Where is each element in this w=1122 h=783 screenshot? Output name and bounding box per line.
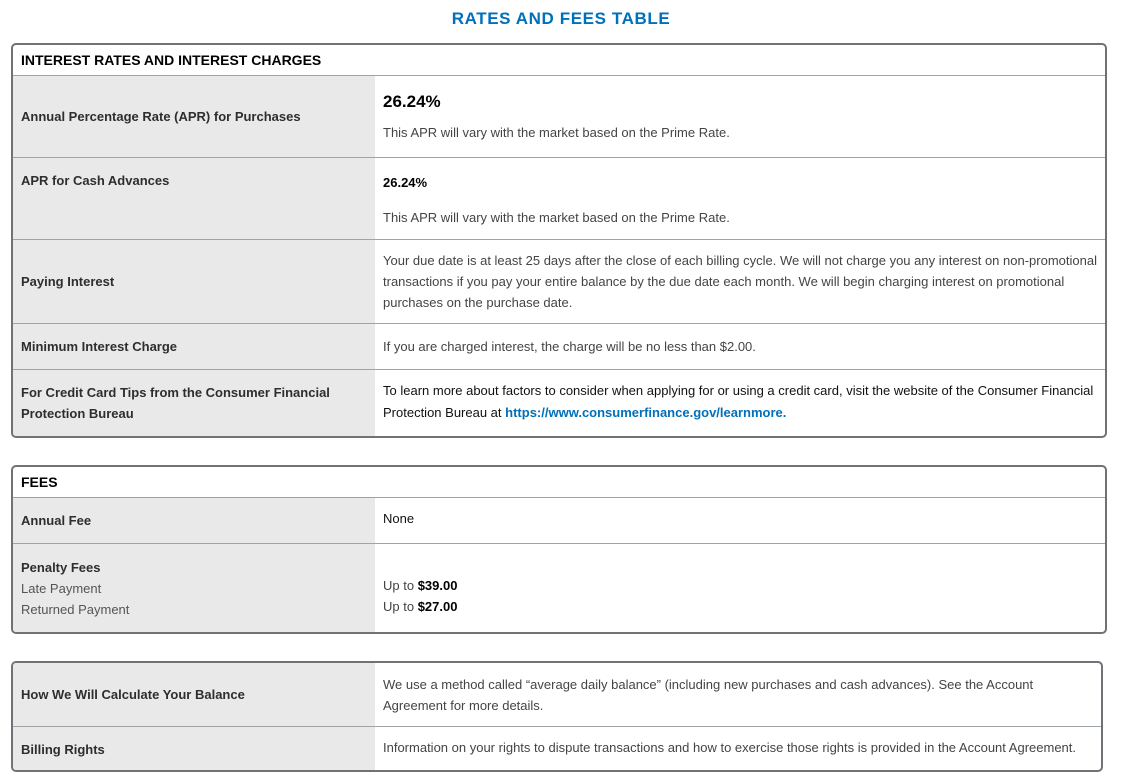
billing-rights-label: Billing Rights	[13, 727, 375, 771]
penalty-fees-label: Penalty Fees	[21, 559, 101, 575]
cfpb-link[interactable]: https://www.consumerfinance.gov/learnmore.	[505, 405, 787, 420]
interest-section-heading: INTEREST RATES AND INTEREST CHARGES	[13, 45, 1105, 76]
cfpb-tips-label: For Credit Card Tips from the Consumer Financial Protection Bureau	[13, 370, 375, 436]
late-payment-fee	[383, 575, 1097, 596]
fees-table	[11, 465, 1107, 634]
penalty-fees-label-cell	[13, 544, 375, 632]
table-row	[13, 498, 1105, 544]
balance-calculation-label: How We Will Calculate Your Balance	[13, 663, 375, 726]
table-row	[13, 76, 1105, 158]
cash-apr-value: 26.24%	[383, 175, 428, 190]
balance-calculation-text: We use a method called “average daily balance” (including new purchases and cash advances). See the Account Agreement for more details.	[383, 677, 1034, 713]
cash-apr-note: This APR will vary with the market based on the Prime Rate.	[383, 210, 730, 225]
table-row	[13, 544, 1105, 632]
late-fee-amount: $39.00	[417, 578, 458, 593]
annual-fee-value: None	[383, 511, 415, 526]
minimum-interest-label: Minimum Interest Charge	[13, 324, 375, 369]
table-row	[13, 663, 1101, 727]
interest-rates-table	[11, 43, 1107, 438]
cash-apr-cell	[375, 158, 1105, 239]
page-title: RATES AND FEES TABLE	[451, 9, 671, 28]
fees-section-heading: FEES	[13, 467, 1105, 498]
table-row	[13, 324, 1105, 370]
balance-billing-table	[11, 661, 1103, 772]
paying-interest-label: Paying Interest	[13, 240, 375, 323]
penalty-fees-values	[375, 544, 1105, 632]
returned-fee-prefix: Up to	[383, 599, 415, 614]
late-fee-prefix: Up to	[383, 578, 415, 593]
returned-fee-amount: $27.00	[417, 599, 458, 614]
late-payment-label: Late Payment	[21, 580, 102, 596]
table-row	[13, 370, 1105, 436]
billing-rights-text: Information on your rights to dispute transactions and how to exercise those rights is provided in the Account Agreement.	[383, 740, 1076, 755]
table-row	[13, 240, 1105, 324]
table-row	[13, 727, 1101, 771]
cfpb-tips-text: To learn more about factors to consider when applying for or using a credit card, visit the website of the Consumer Financial Protection Bureau at	[383, 383, 1094, 420]
paying-interest-text: Your due date is at least 25 days after the close of each billing cycle. We will not charge you any interest on non-promotional transactions if you pay your entire balance by the due date each month. We will begin charging interest on promotional purchases on the purchase date.	[383, 253, 1097, 310]
purchase-apr-note: This APR will vary with the market based on the Prime Rate.	[383, 125, 730, 140]
table-row	[13, 158, 1105, 240]
returned-payment-fee	[383, 596, 1097, 617]
annual-fee-label: Annual Fee	[13, 498, 375, 543]
minimum-interest-text: If you are charged interest, the charge will be no less than $2.00.	[383, 339, 756, 354]
purchase-apr-value: 26.24%	[383, 92, 441, 111]
cash-apr-label: APR for Cash Advances	[13, 158, 375, 239]
purchase-apr-cell	[375, 76, 1105, 157]
purchase-apr-label: Annual Percentage Rate (APR) for Purchases	[13, 76, 375, 157]
returned-payment-label: Returned Payment	[21, 601, 130, 617]
cfpb-tips-cell	[375, 370, 1105, 436]
